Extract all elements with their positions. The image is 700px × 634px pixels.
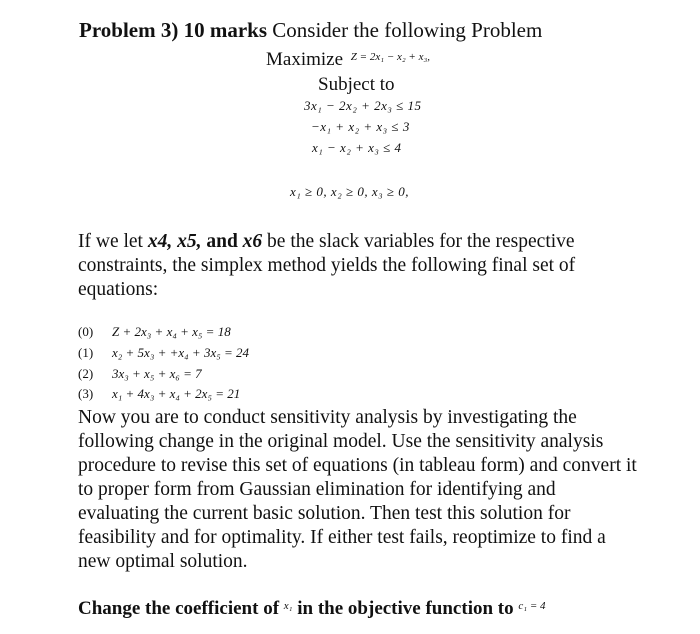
problem-heading: [79, 18, 542, 43]
change-value: c₁ = 4: [518, 600, 546, 612]
constraint-2: −x₁ + x₂ + x₃ ≤ 3: [311, 119, 410, 134]
equation-row: [78, 345, 249, 361]
change-instruction: [78, 598, 546, 620]
slack-paragraph: [78, 230, 638, 302]
slack-text-1: If we let: [78, 231, 148, 252]
equation-number: (3): [78, 386, 94, 401]
equation-expression: x₁ + 4x₃ + x₄ + 2x₅ = 21: [112, 386, 241, 401]
equation-row: [78, 386, 240, 402]
equation-row: [78, 324, 231, 340]
subject-to-label: Subject to: [318, 74, 395, 95]
change-text-1: Change the coefficient of: [78, 598, 284, 619]
equation-expression: x₂ + 5x₃ + +x₄ + 3x₅ = 24: [112, 345, 250, 360]
slack-var-x5: x5,: [177, 231, 202, 252]
equation-expression: Z + 2x₃ + x₄ + x₅ = 18: [112, 324, 231, 339]
slack-var-x6: x6: [242, 231, 263, 252]
nonnegativity-constraints: x₁ ≥ 0, x₂ ≥ 0, x₃ ≥ 0,: [290, 184, 410, 199]
change-text-2: in the objective function to: [292, 598, 519, 619]
equation-expression: 3x₃ + x₅ + x₆ = 7: [112, 366, 202, 381]
equation-number: (1): [78, 345, 94, 360]
instructions-paragraph: Now you are to conduct sensitivity analysis by investigating the following change in the original model. Use the sensitivity analysis procedure to revise this set of equations (in tableau form) and convert it to proper form from Gaussian elimination for identifying and evaluating the current basic solution. Then test this solution for feasibility and for optimality. If either test fails, reoptimize to find a new optimal solution.: [78, 407, 637, 572]
problem-heading-rest: Consider the following Problem: [267, 18, 543, 42]
slack-text-2: be the slack variables for the respective constraints, the simplex method yields the following final set of equations:: [78, 231, 576, 300]
equation-row: [78, 366, 202, 382]
slack-and: and: [206, 231, 238, 252]
maximize-line: [266, 49, 430, 71]
change-variable: x₁: [283, 600, 293, 612]
problem-heading-bold: Problem 3) 10 marks: [79, 18, 268, 42]
constraint-1: 3x₁ − 2x₂ + 2x₃ ≤ 15: [304, 98, 422, 113]
maximize-label: Maximize: [266, 49, 344, 70]
slack-var-x4: x4,: [147, 231, 173, 252]
equation-number: (2): [78, 366, 94, 381]
equation-number: (0): [78, 324, 94, 339]
constraint-3: x₁ − x₂ + x₃ ≤ 4: [312, 140, 402, 155]
objective-function: Z = 2x₁ − x₂ + x₃,: [350, 51, 431, 63]
